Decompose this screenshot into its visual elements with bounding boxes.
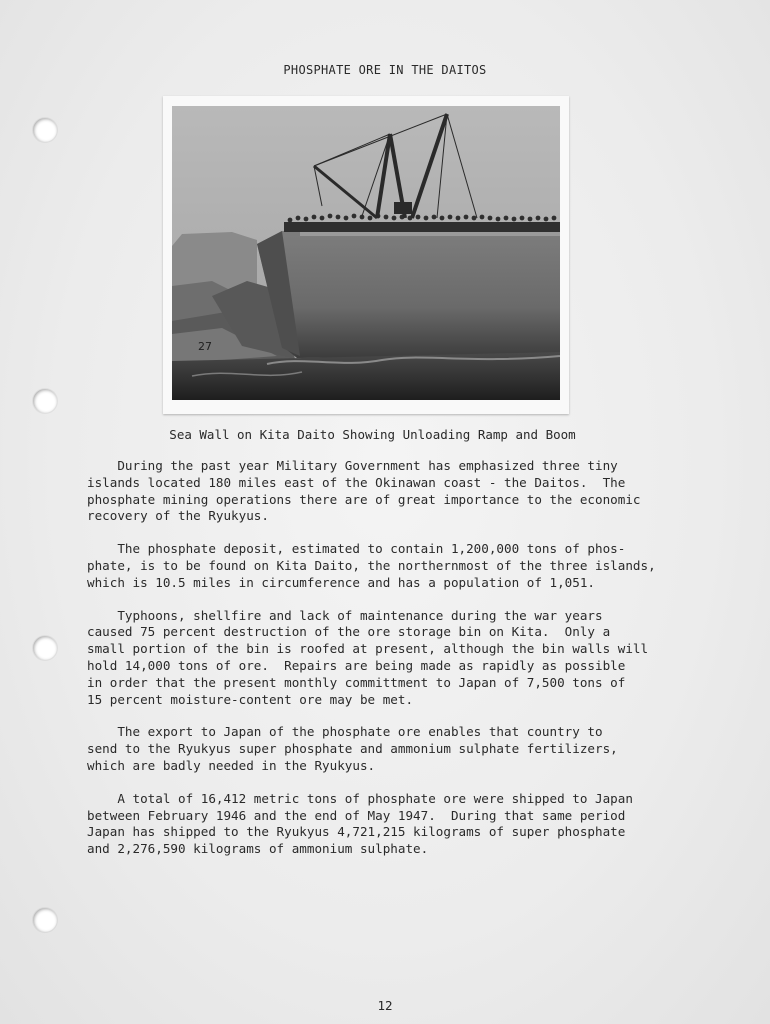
binder-hole <box>33 908 57 932</box>
paragraph <box>87 541 702 591</box>
paragraph <box>87 724 702 774</box>
text-line: which are badly needed in the Ryukyus. <box>87 757 376 773</box>
text-line: During the past year Military Government has emphasized three tiny <box>87 458 618 473</box>
paragraph <box>87 608 702 709</box>
page-number: 12 <box>377 998 393 1013</box>
photo-marking: 27 <box>198 340 212 353</box>
photo-caption: Sea Wall on Kita Daito Showing Unloading Ramp and Boom <box>169 427 576 442</box>
paragraph <box>87 791 702 858</box>
text-line: which is 10.5 miles in circumference and has a population of 1,051. <box>87 574 595 590</box>
text-line: send to the Ryukyus super phosphate and ammonium sulphate fertilizers, <box>87 741 618 757</box>
body-text <box>87 458 702 874</box>
photo-frame <box>163 96 569 414</box>
text-line: A total of 16,412 metric tons of phosphate ore were shipped to Japan <box>87 790 633 806</box>
text-line: The export to Japan of the phosphate ore enables that country to <box>87 724 603 740</box>
text-line: islands located 180 miles east of the Okinawan coast - the Daitos. The <box>87 474 626 490</box>
binder-hole <box>33 636 57 660</box>
page-title: PHOSPHATE ORE IN THE DAITOS <box>283 63 487 77</box>
text-line: Japan has shipped to the Ryukyus 4,721,215 kilograms of super phosphate <box>87 824 626 840</box>
text-line: small portion of the bin is roofed at present, although the bin walls will <box>87 641 649 657</box>
text-line: The phosphate deposit, estimated to contain 1,200,000 tons of phos- <box>87 541 626 557</box>
text-line: between February 1946 and the end of May 1947. During that same period <box>87 807 626 823</box>
text-line: Typhoons, shellfire and lack of maintenance during the war years <box>87 607 603 623</box>
text-line: hold 14,000 tons of ore. Repairs are being made as rapidly as possible <box>87 657 626 673</box>
binder-hole <box>33 118 57 142</box>
text-line: phosphate mining operations there are of great importance to the economic <box>87 491 641 507</box>
sea-wall-photo-image <box>172 106 560 400</box>
binder-hole <box>33 389 57 413</box>
text-line: and 2,276,590 kilograms of ammonium sulphate. <box>87 841 429 857</box>
text-line: phate, is to be found on Kita Daito, the northernmost of the three islands, <box>87 557 656 573</box>
text-line: caused 75 percent destruction of the ore storage bin on Kita. Only a <box>87 624 611 640</box>
sea-wall-photo <box>172 106 560 400</box>
text-line: recovery of the Ryukyus. <box>87 508 269 524</box>
text-line: in order that the present monthly committment to Japan of 7,500 tons of <box>87 674 626 690</box>
text-line: 15 percent moisture-content ore may be met. <box>87 691 414 707</box>
paragraph <box>87 458 702 525</box>
